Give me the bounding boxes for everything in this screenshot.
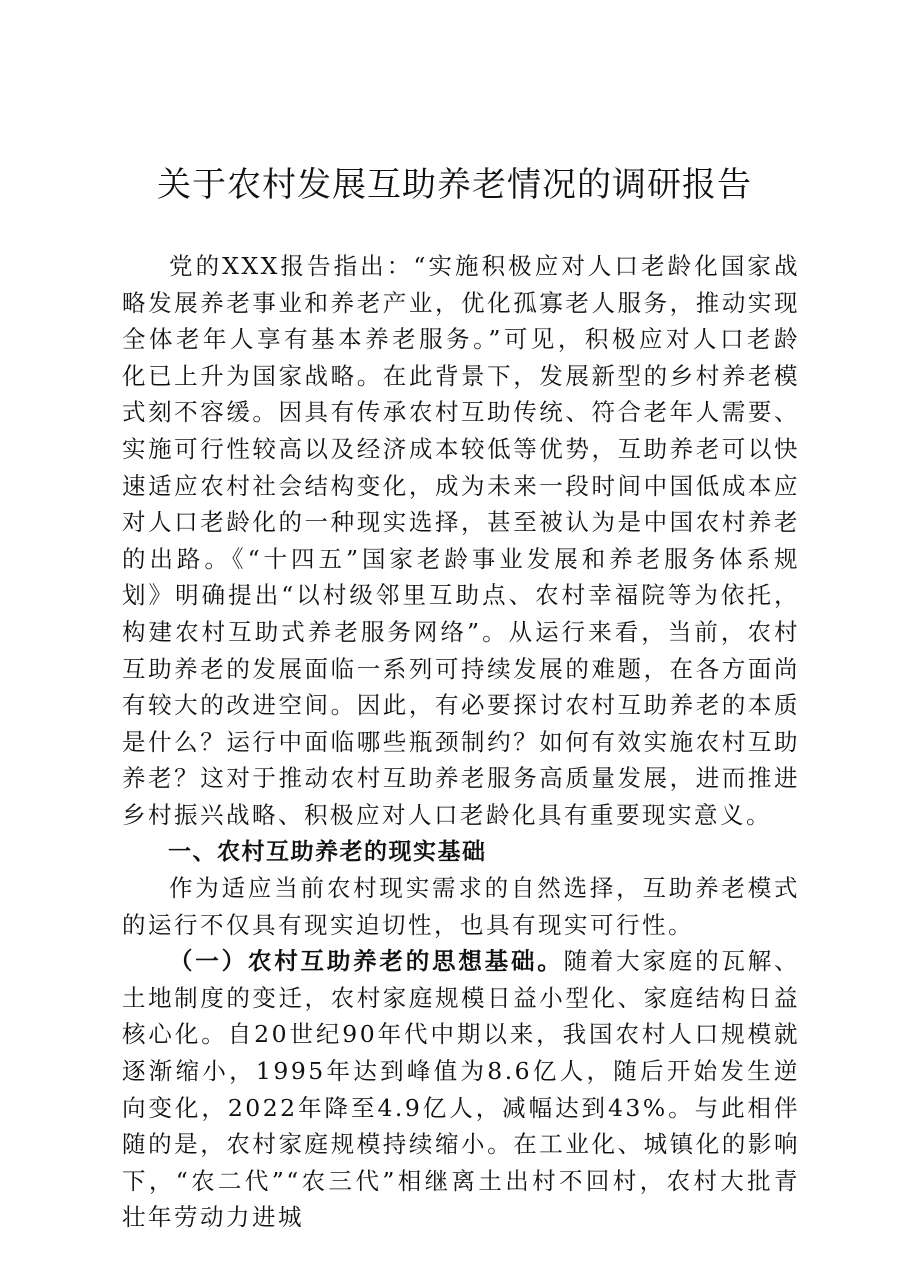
section-heading: 一、农村互助养老的现实基础 bbox=[168, 838, 487, 865]
document-title: 关于农村发展互助养老情况的调研报告 bbox=[157, 165, 752, 205]
subsection-text: 随着大家庭的瓦解、土地制度的变迁，农村家庭规模日益小型化、家庭结构日益核心化。自20世纪90年代中期以来，我国农村人口规模就逐渐缩小，1995年达到峰值为8.6亿人，随后开始发生逆向变化，2022年降至4.9亿人，减幅达到43%。与此相伴随的是，农村家庭规模持续缩小。在工业化、城镇化的影响下，“农二代”“农三代”相继离土出村不回村，农村大批青壮年劳动力进城 bbox=[122, 947, 801, 1232]
section-paragraph: 作为适应当前农村现实需求的自然选择，互助养老模式的运行不仅具有现实迫切性，也具有现实可行性。 bbox=[122, 874, 800, 939]
subsection-paragraph bbox=[122, 943, 800, 1236]
intro-paragraph: 党的XXX报告指出：“实施积极应对人口老龄化国家战略发展养老事业和养老产业，优化孤寡老人服务，推动实现全体老年人享有基本养老服务。”可见，积极应对人口老龄化已上升为国家战略。在此背景下，发展新型的乡村养老模式刻不容缓。因具有传承农村互助传统、符合老年人需要、实施可行性较高以及经济成本较低等优势，互助养老可以快速适应农村社会结构变化，成为未来一段时间中国低成本应对人口老龄化的一种现实选择，甚至被认为是中国农村养老的出路。《“十四五”国家老龄事业发展和养老服务体系规划》明确提出“以村级邻里互助点、农村幸福院等为依托，构建农村互助式养老服务网络”。从运行来看，当前，农村互助养老的发展面临一系列可持续发展的难题，在各方面尚有较大的改进空间。因此，有必要探讨农村互助养老的本质是什么？运行中面临哪些瓶颈制约？如何有效实施农村互助养老？这对于推动农村互助养老服务高质量发展，进而推进乡村振兴战略、积极应对人口老龄化具有重要现实意义。 bbox=[122, 252, 800, 829]
document-body bbox=[122, 248, 800, 1236]
subsection-heading: （一）农村互助养老的思想基础。 bbox=[169, 947, 564, 976]
